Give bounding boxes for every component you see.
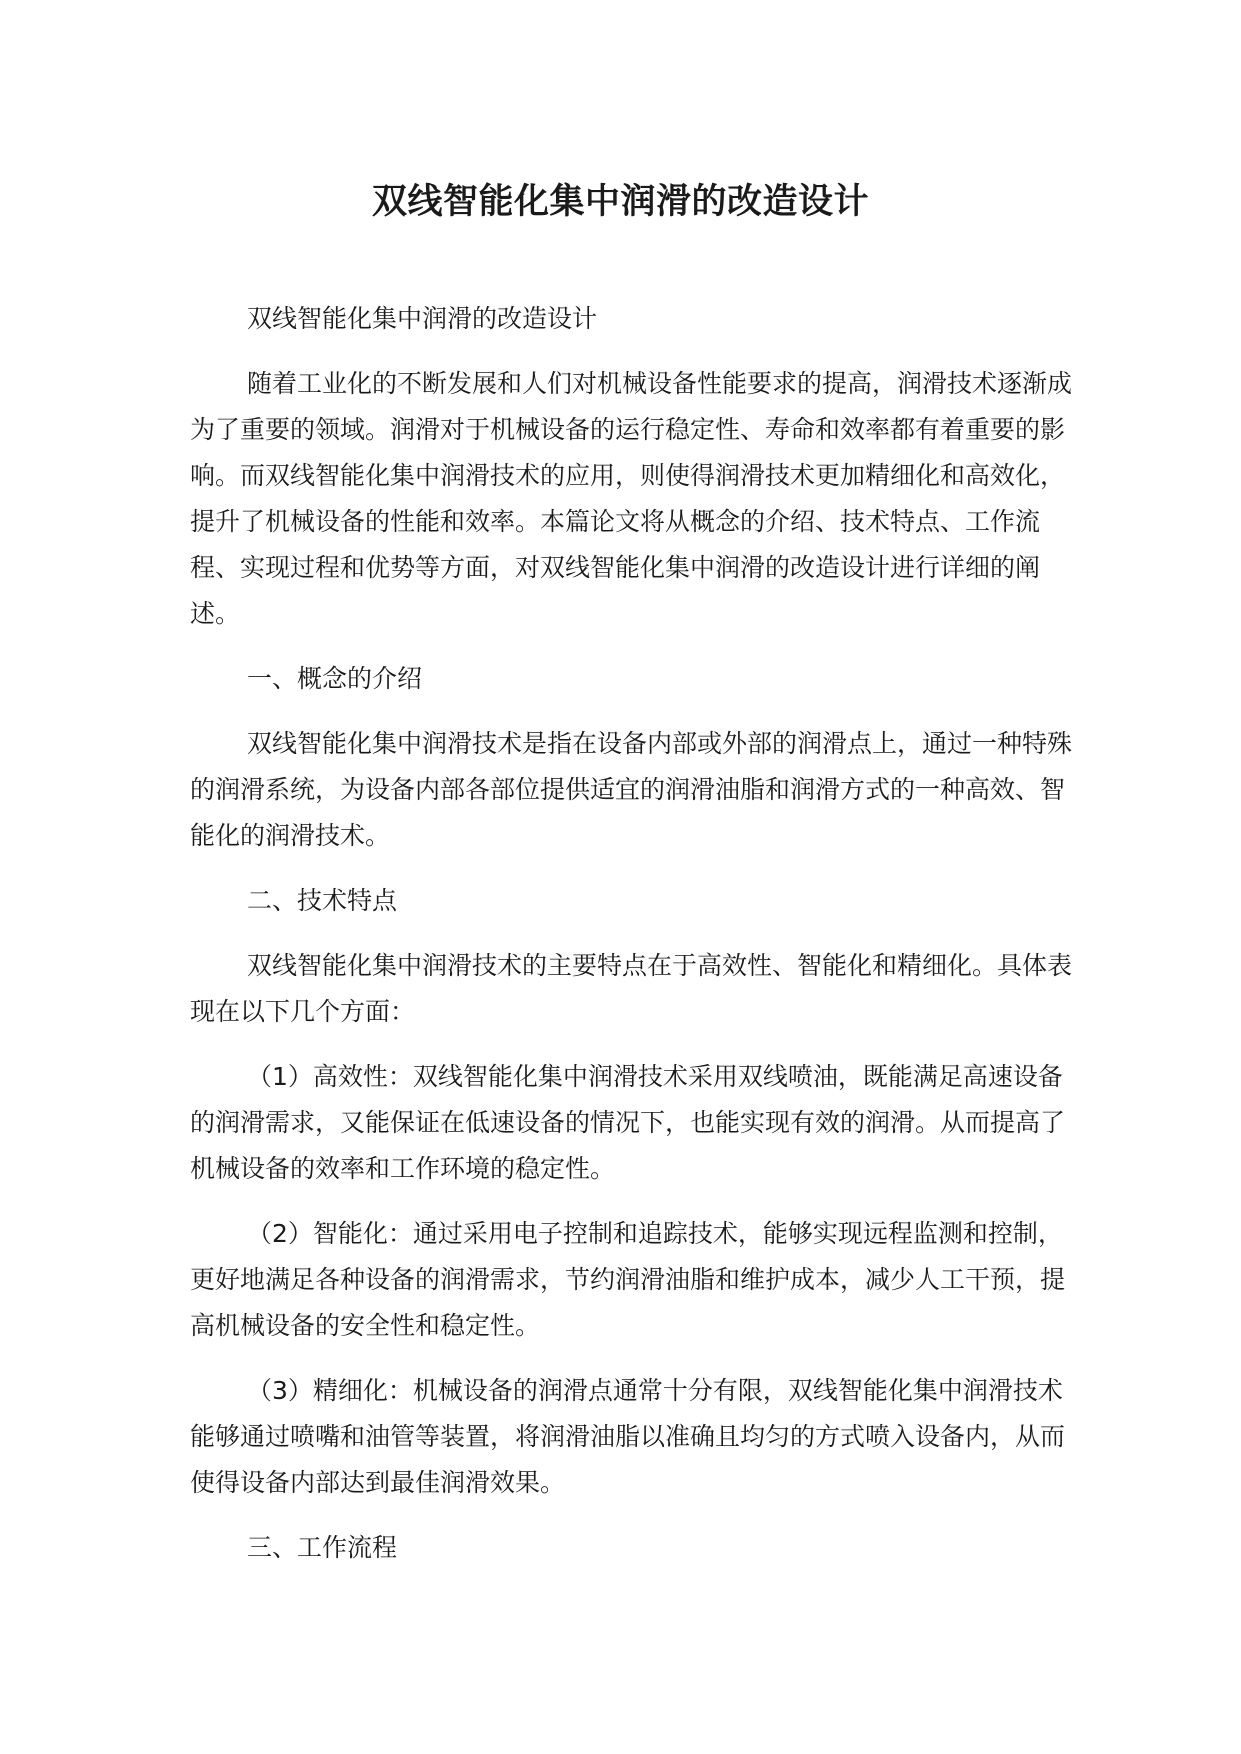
- section-heading-workflow: 三、工作流程: [247, 1533, 398, 1562]
- feature-intelligence-paragraph: （2）智能化：通过采用电子控制和追踪技术，能够实现远程监测和控制，更好地满足各种设备的润滑需求，节约润滑油脂和维护成本，减少人工干预，提高机械设备的安全性和稳定性。: [190, 1219, 1066, 1340]
- concept-paragraph: 双线智能化集中润滑技术是指在设备内部或外部的润滑点上，通过一种特殊的润滑系统，为设备内部各部位提供适宜的润滑油脂和润滑方式的一种高效、智能化的润滑技术。: [190, 729, 1073, 850]
- subtitle-paragraph: 双线智能化集中润滑的改造设计: [247, 304, 598, 333]
- intro-paragraph: 随着工业化的不断发展和人们对机械设备性能要求的提高，润滑技术逐渐成为了重要的领域。润滑对于机械设备的运行稳定性、寿命和效率都有着重要的影响。而双线智能化集中润滑技术的应用，则使得润滑技术更加精细化和高效化，提升了机械设备的性能和效率。本篇论文将从概念的介绍、技术特点、工作流程、实现过程和优势等方面，对双线智能化集中润滑的改造设计进行详细的阐述。: [190, 369, 1073, 628]
- feature-efficiency-paragraph: （1）高效性：双线智能化集中润滑技术采用双线喷油，既能满足高速设备的润滑需求，又能保证在低速设备的情况下，也能实现有效的润滑。从而提高了机械设备的效率和工作环境的稳定性。: [190, 1062, 1066, 1183]
- section-heading-concept: 一、概念的介绍: [247, 664, 423, 693]
- document-body: [190, 296, 1080, 1590]
- section-heading-features: 二、技术特点: [247, 886, 398, 915]
- document-title: 双线智能化集中润滑的改造设计: [371, 182, 869, 222]
- features-paragraph: 双线智能化集中润滑技术的主要特点在于高效性、智能化和精细化。具体表现在以下几个方面：: [190, 951, 1073, 1026]
- feature-refinement-paragraph: （3）精细化：机械设备的润滑点通常十分有限，双线智能化集中润滑技术能够通过喷嘴和油管等装置，将润滑油脂以准确且均匀的方式喷入设备内，从而使得设备内部达到最佳润滑效果。: [190, 1376, 1066, 1497]
